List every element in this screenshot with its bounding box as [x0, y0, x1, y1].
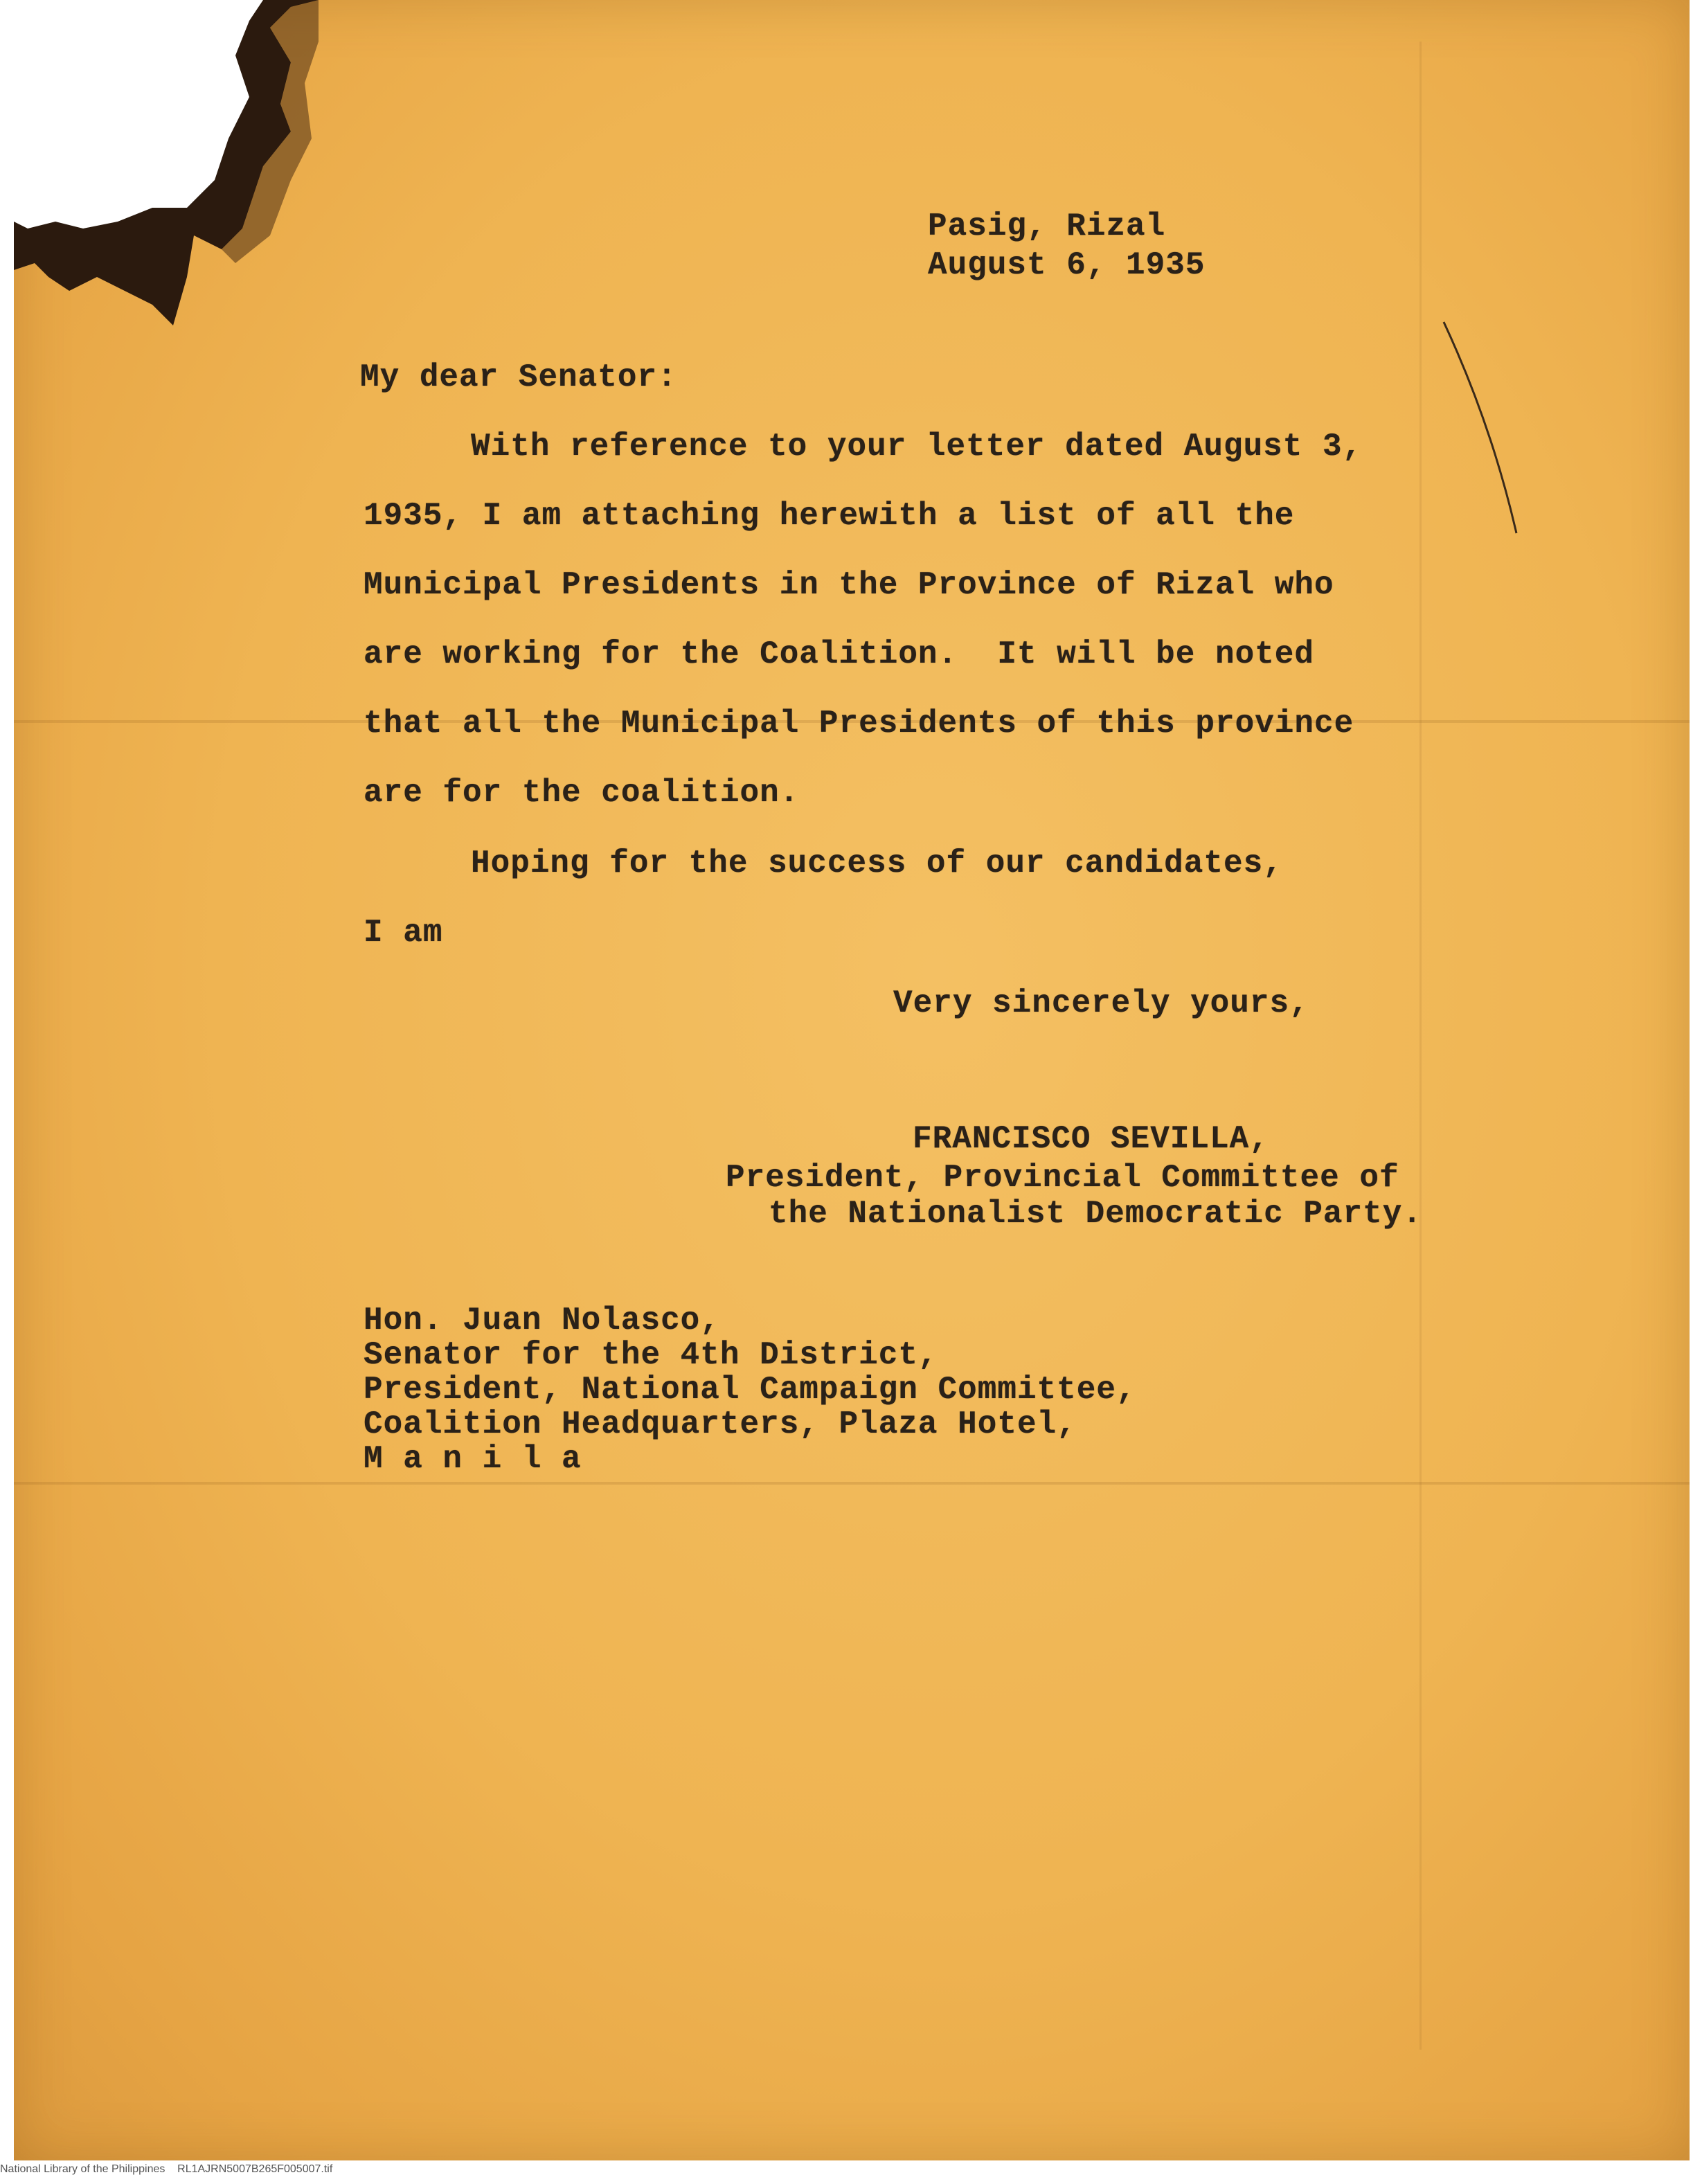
complimentary-close: Very sincerely yours,: [893, 985, 1309, 1021]
addressee-line1: Hon. Juan Nolasco,: [364, 1303, 720, 1339]
body-line: that all the Municipal Presidents of this province: [364, 706, 1354, 742]
addressee-line2: Senator for the 4th District,: [364, 1337, 938, 1373]
pencil-mark-icon: [1440, 319, 1523, 540]
letter-place: Pasig, Rizal: [928, 208, 1166, 244]
paper-fold-crease: [14, 1482, 1690, 1485]
signer-title-line1: President, Provincial Committee of: [726, 1160, 1399, 1196]
body-line: 1935, I am attaching herewith a list of all the: [364, 498, 1295, 534]
addressee-line4: Coalition Headquarters, Plaza Hotel,: [364, 1406, 1077, 1442]
i-am-line: I am: [364, 915, 443, 951]
body-line: are for the coalition.: [364, 775, 800, 811]
archive-footer: National Library of the Philippines RL1AJRN5007B265F005007.tif: [0, 2163, 333, 2175]
closing-line: Hoping for the success of our candidates,: [471, 845, 1283, 881]
paper-fold-vertical: [1419, 42, 1422, 2050]
addressee-line3: President, National Campaign Committee,: [364, 1372, 1136, 1408]
letter-date: August 6, 1935: [928, 247, 1206, 283]
body-line: are working for the Coalition. It will be noted: [364, 636, 1315, 672]
burn-damage-icon: [14, 0, 319, 332]
signer-title-line2: the Nationalist Democratic Party.: [769, 1196, 1422, 1232]
signer-name: FRANCISCO SEVILLA,: [913, 1121, 1269, 1157]
body-line: With reference to your letter dated August 3,: [471, 429, 1363, 465]
salutation: My dear Senator:: [360, 359, 677, 395]
body-line: Municipal Presidents in the Province of Rizal who: [364, 567, 1334, 603]
letter-paper: [14, 0, 1690, 2160]
addressee-line5: M a n i l a: [364, 1441, 582, 1477]
